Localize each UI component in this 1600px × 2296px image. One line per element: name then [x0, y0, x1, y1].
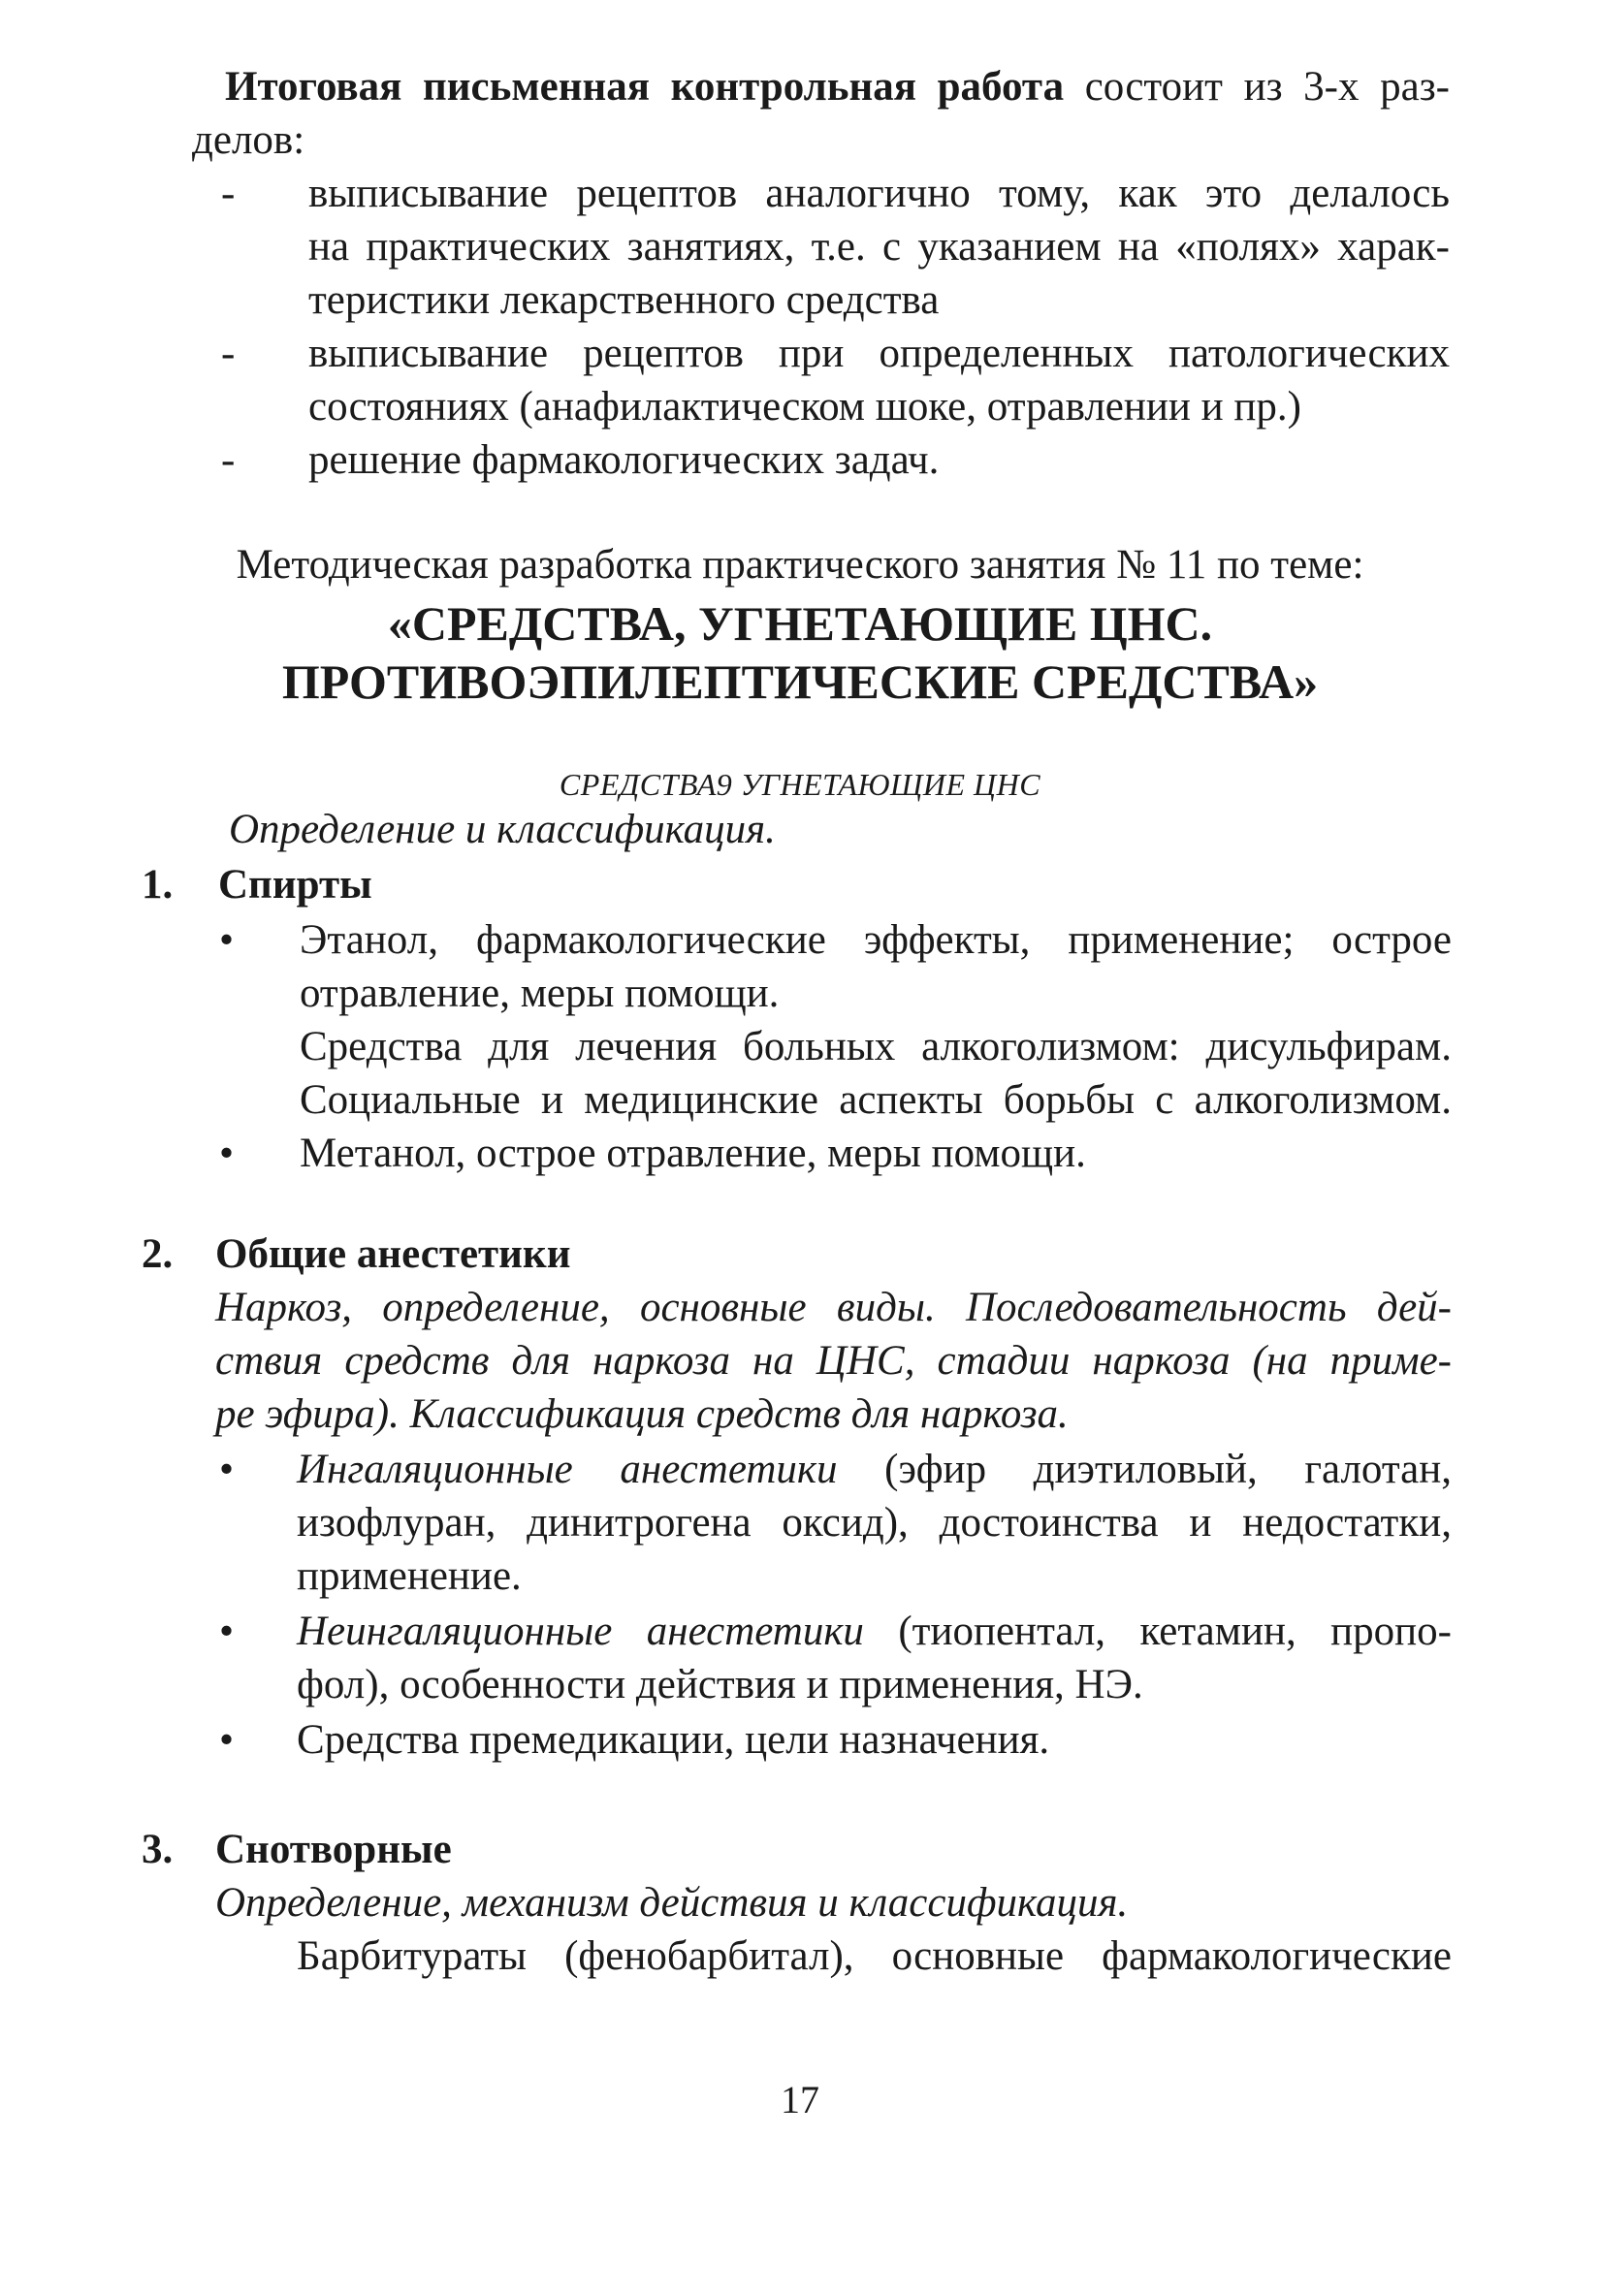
intro-title-line: [225, 60, 1450, 113]
topic-2-bullet-1-italic: Ингаляционные анестетики: [297, 1447, 838, 1492]
topic-2-bullet-1-line-1: [297, 1443, 1452, 1496]
topic-2-bullet-2-line-2: фол), особенности действия и применения, НЭ.: [297, 1662, 1143, 1707]
intro-item-1-line-1: выписывание рецептов аналогично тому, как это делалось: [308, 171, 1450, 216]
topic-2-bullet-2-marker: •: [219, 1609, 235, 1654]
intro-item-2-marker: -: [221, 331, 236, 376]
intro-item-1-line-3: теристики лекарственного средства: [308, 277, 940, 323]
topic-3-title: Снотворные: [215, 1827, 452, 1872]
intro-item-3-marker: -: [221, 437, 236, 483]
topic-1-bullet-2-marker: •: [219, 1131, 235, 1176]
topic-1-title: Спирты: [218, 862, 372, 908]
topic-2-bullet-1-line-2: изофлуран, динитрогена оксид), достоинства и недостатки,: [297, 1500, 1452, 1546]
intro-item-2-line-2: состояниях (анафилактическом шоке, отравлении и пр.): [308, 384, 1302, 430]
topic-1-bullet-2-line-1: Метанол, острое отравление, меры помощи.: [300, 1131, 1086, 1176]
intro-title-bold: Итоговая письменная контрольная работа: [225, 64, 1065, 110]
intro-item-1-marker: -: [221, 171, 236, 216]
intro-item-2-line-1: выписывание рецептов при определенных патологических: [308, 331, 1450, 376]
lesson-heading: Методическая разработка практического занятия № 11 по теме:: [236, 542, 1364, 588]
topic-2-bullet-2-line-1: [297, 1605, 1452, 1658]
topic-3-number: 3.: [142, 1827, 174, 1872]
section-intro: Определение и классификация.: [229, 807, 776, 852]
topic-2-bullet-3-line-1: Средства премедикации, цели назначения.: [297, 1717, 1050, 1763]
topic-1-bullet-1-line-4: Социальные и медицинские аспекты борьбы с алкоголизмом.: [300, 1077, 1452, 1123]
topic-2-bullet-1-line-3: применение.: [297, 1553, 522, 1599]
topic-1-bullet-1-line-2: отравление, меры помощи.: [300, 971, 780, 1016]
intro-item-1-line-2: на практических занятиях, т.е. с указанием на «полях» харак-: [308, 224, 1450, 270]
topic-2-number: 2.: [142, 1231, 174, 1277]
topic-2-title: Общие анестетики: [215, 1231, 571, 1277]
topic-3-desc-line-1: Определение, механизм действия и классификация.: [215, 1880, 1129, 1926]
topic-2-bullet-2-italic: Неингаляционные анестетики: [297, 1609, 864, 1654]
intro-title-rest: состоит из 3-х раз-: [1064, 64, 1450, 110]
lesson-title-line-1: «СРЕДСТВА, УГНЕТАЮЩИЕ ЦНС.: [387, 596, 1213, 651]
topic-2-desc-line-2: ствия средств для наркоза на ЦНС, стадии наркоза (на приме-: [215, 1338, 1452, 1384]
topic-2-desc-line-3: ре эфира). Классификация средств для наркоза.: [215, 1391, 1069, 1437]
topic-2-bullet-1-marker: •: [219, 1447, 235, 1492]
intro-title-continuation: делов:: [192, 117, 305, 163]
topic-1-bullet-1-marker: •: [219, 917, 235, 963]
topic-2-desc-line-1: Наркоз, определение, основные виды. Последовательность дей-: [215, 1285, 1452, 1330]
lesson-title-line-2: ПРОТИВОЭПИЛЕПТИЧЕСКИЕ СРЕДСТВА»: [281, 654, 1319, 709]
topic-2-bullet-3-marker: •: [219, 1717, 235, 1763]
topic-3-line-1: Барбитураты (фенобарбитал), основные фармакологические: [297, 1933, 1452, 1979]
section-subheading: СРЕДСТВА9 УГНЕТАЮЩИЕ ЦНС: [559, 767, 1041, 802]
page-number: 17: [781, 2078, 819, 2121]
topic-1-bullet-1-line-3: Средства для лечения больных алкоголизмом: дисульфирам.: [300, 1024, 1452, 1069]
topic-1-bullet-1-line-1: Этанол, фармакологические эффекты, применение; острое: [300, 917, 1452, 963]
topic-2-bullet-1-rest: (эфир диэтиловый, галотан,: [837, 1447, 1452, 1492]
intro-item-3-line-1: решение фармакологических задач.: [308, 437, 940, 483]
topic-1-number: 1.: [142, 862, 174, 908]
topic-2-bullet-2-rest: (тиопентал, кетамин, пропо-: [863, 1609, 1452, 1654]
